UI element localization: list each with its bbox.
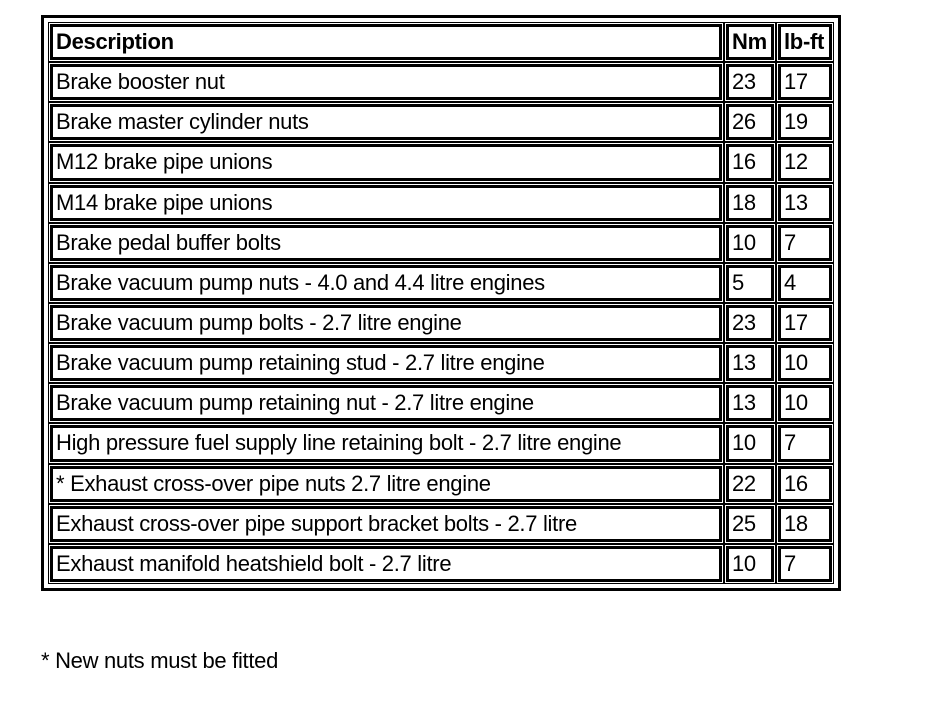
lb-ft-cell: 17 [778,305,832,341]
nm-cell: 10 [726,425,774,461]
description-cell: Brake master cylinder nuts [50,104,722,140]
lb-ft-cell: 7 [778,425,832,461]
header-nm: Nm [726,24,774,60]
description-cell: Brake booster nut [50,64,722,100]
description-cell: Brake vacuum pump retaining nut - 2.7 litre engine [50,385,722,421]
nm-cell: 13 [726,385,774,421]
description-cell: Brake pedal buffer bolts [50,225,722,261]
lb-ft-cell: 4 [778,265,832,301]
table-row [50,546,832,582]
description-cell: Brake vacuum pump retaining stud - 2.7 litre engine [50,345,722,381]
description-cell: M14 brake pipe unions [50,185,722,221]
table-row [50,305,832,341]
lb-ft-cell: 17 [778,64,832,100]
table-row [50,466,832,502]
table-row [50,385,832,421]
table-row [50,265,832,301]
header-row [50,24,832,60]
nm-cell: 18 [726,185,774,221]
description-cell: Brake vacuum pump nuts - 4.0 and 4.4 litre engines [50,265,722,301]
torque-specification-table [46,20,836,586]
footnote: * New nuts must be fitted [41,648,279,673]
nm-cell: 25 [726,506,774,542]
nm-cell: 23 [726,305,774,341]
lb-ft-cell: 16 [778,466,832,502]
nm-cell: 10 [726,225,774,261]
lb-ft-cell: 10 [778,385,832,421]
description-cell: High pressure fuel supply line retaining bolt - 2.7 litre engine [50,425,722,461]
table-row [50,104,832,140]
table-row [50,144,832,180]
table-row [50,345,832,381]
header-description: Description [50,24,722,60]
nm-cell: 23 [726,64,774,100]
table-row [50,425,832,461]
nm-cell: 16 [726,144,774,180]
table-body [50,24,832,582]
table-row [50,506,832,542]
lb-ft-cell: 18 [778,506,832,542]
lb-ft-cell: 12 [778,144,832,180]
nm-cell: 26 [726,104,774,140]
table-row [50,64,832,100]
description-cell: Brake vacuum pump bolts - 2.7 litre engine [50,305,722,341]
nm-cell: 22 [726,466,774,502]
lb-ft-cell: 13 [778,185,832,221]
lb-ft-cell: 10 [778,345,832,381]
nm-cell: 10 [726,546,774,582]
torque-table-frame [41,15,841,591]
lb-ft-cell: 7 [778,546,832,582]
description-cell: M12 brake pipe unions [50,144,722,180]
nm-cell: 13 [726,345,774,381]
description-cell: Exhaust cross-over pipe support bracket bolts - 2.7 litre [50,506,722,542]
nm-cell: 5 [726,265,774,301]
header-lb-ft: lb-ft [778,24,832,60]
description-cell: Exhaust manifold heatshield bolt - 2.7 litre [50,546,722,582]
lb-ft-cell: 19 [778,104,832,140]
table-row [50,225,832,261]
lb-ft-cell: 7 [778,225,832,261]
table-row [50,185,832,221]
description-cell: * Exhaust cross-over pipe nuts 2.7 litre engine [50,466,722,502]
